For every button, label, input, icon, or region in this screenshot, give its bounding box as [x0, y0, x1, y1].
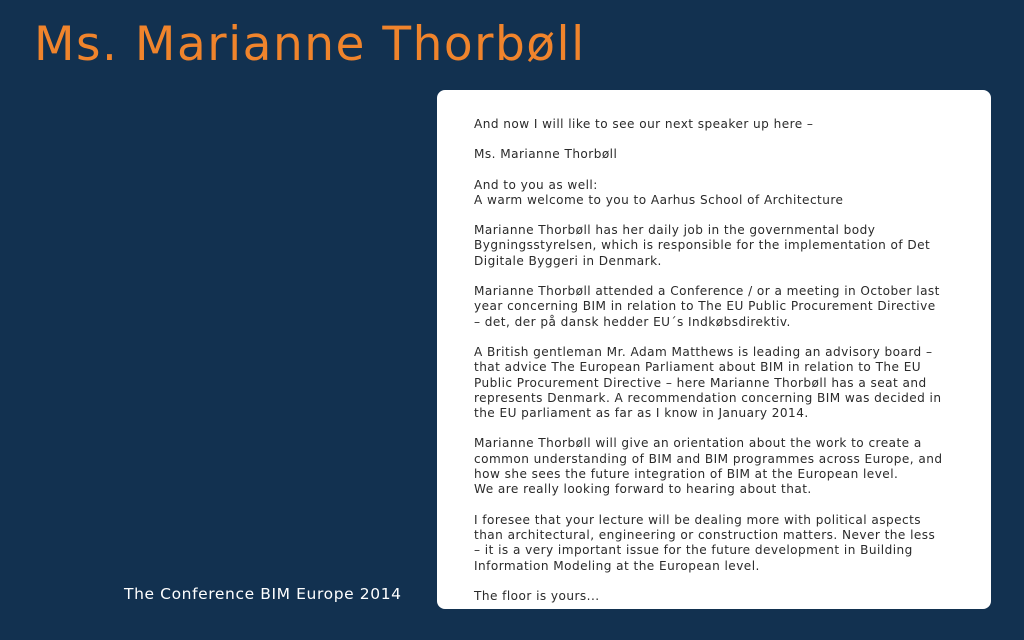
notes-paragraph — [474, 513, 967, 574]
notes-line: Digitale Byggeri in Denmark. — [474, 253, 662, 268]
notes-line: Information Modeling at the European level. — [474, 558, 760, 573]
notes-line: the EU parliament as far as I know in January 2014. — [474, 406, 809, 421]
notes-line: how she sees the future integration of BIM at the European level. — [474, 467, 899, 482]
notes-line: A British gentleman Mr. Adam Matthews is leading an advisory board – — [474, 344, 933, 359]
notes-paragraph — [474, 117, 967, 132]
speaker-notes-card — [437, 90, 991, 609]
notes-line: than architectural, engineering or construction matters. Never the less — [474, 527, 936, 542]
notes-paragraph — [474, 436, 967, 497]
notes-line: We are really looking forward to hearing about that. — [474, 482, 812, 497]
notes-line: Marianne Thorbøll has her daily job in the governmental body — [474, 223, 876, 238]
notes-line: – det, der på dansk hedder EU´s Indkøbsdirektiv. — [474, 314, 791, 329]
notes-paragraph — [474, 284, 967, 330]
notes-paragraph — [474, 178, 967, 209]
notes-line: Ms. Marianne Thorbøll — [474, 147, 618, 162]
notes-line: that advice The European Parliament about BIM in relation to The EU — [474, 360, 922, 375]
conference-footer: The Conference BIM Europe 2014 — [124, 585, 402, 603]
notes-line: And to you as well: — [474, 177, 598, 192]
notes-line: I foresee that your lecture will be dealing more with political aspects — [474, 512, 922, 527]
notes-line: The floor is yours... — [474, 588, 600, 603]
slide-title: Ms. Marianne Thorbøll — [34, 17, 586, 72]
notes-line: Marianne Thorbøll attended a Conference / or a meeting in October last — [474, 284, 940, 299]
notes-line: Public Procurement Directive – here Marianne Thorbøll has a seat and — [474, 375, 927, 390]
notes-line: – it is a very important issue for the future development in Building — [474, 543, 913, 558]
notes-paragraph — [474, 589, 967, 604]
notes-line: common understanding of BIM and BIM programmes across Europe, and — [474, 451, 943, 466]
notes-paragraph — [474, 223, 967, 269]
notes-paragraph — [474, 147, 967, 162]
notes-line: represents Denmark. A recommendation concerning BIM was decided in — [474, 390, 942, 405]
notes-line: A warm welcome to you to Aarhus School of Architecture — [474, 192, 844, 207]
notes-line: Bygningsstyrelsen, which is responsible for the implementation of Det — [474, 238, 931, 253]
notes-line: year concerning BIM in relation to The EU Public Procurement Directive — [474, 299, 936, 314]
notes-line: Marianne Thorbøll will give an orientation about the work to create a — [474, 436, 922, 451]
notes-paragraph — [474, 345, 967, 421]
notes-line: And now I will like to see our next speaker up here – — [474, 117, 814, 131]
